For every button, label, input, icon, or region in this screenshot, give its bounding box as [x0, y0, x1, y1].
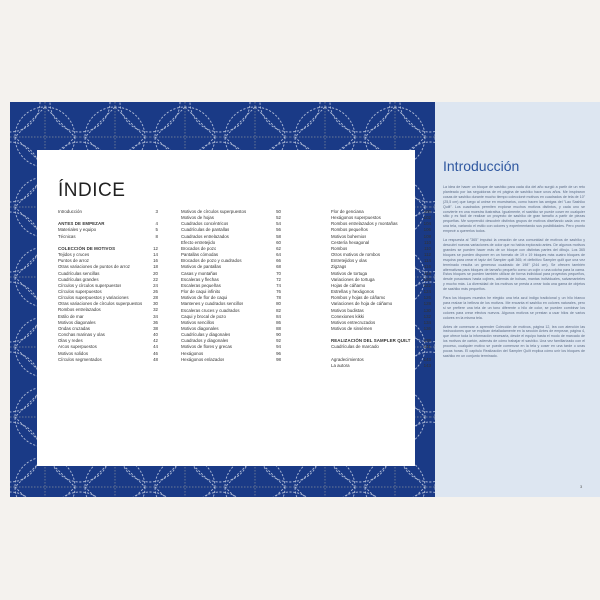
index-entry-page: 58 [276, 233, 281, 239]
index-entry-title: Cuadrículas sencillas [58, 270, 100, 276]
index-entry-title: Escaleras cruces y cuadrados [181, 307, 240, 313]
bottom-margin [0, 497, 600, 600]
index-entry-page: 16 [153, 258, 158, 264]
index-entry-title: Agradecimientos [331, 356, 364, 362]
index-entry-title: Rombos entrelazados y montañas [331, 221, 398, 227]
index-entry-title: Círculos superpuestos [58, 289, 102, 294]
index-entry-page: 108 [423, 233, 431, 239]
index-entry-title: Conchas marinas y olas [58, 332, 105, 338]
index-entry-title: Introducción [58, 209, 82, 214]
index-title: ÍNDICE [58, 180, 126, 201]
index-entry-page: 36 [153, 319, 158, 325]
index-entry-title: Variaciones de tortuga [331, 276, 375, 282]
index-entry-title: Hexágonos enlazados [181, 356, 225, 362]
index-entry-title: Motivos solidos [58, 350, 89, 356]
index-entry-title: Flor de caqui infinito [181, 289, 221, 295]
index-column-3 [331, 209, 431, 369]
index-entry-page: 3 [155, 209, 158, 214]
index-entry-page: 5 [155, 227, 158, 233]
index-entry-page: 56 [276, 227, 281, 233]
index-entry-title: Cuadrículas y diagonales [181, 332, 231, 338]
index-entry [58, 357, 158, 363]
index-entry-title: Conexiones kikki [331, 313, 364, 319]
index-entry-title: Puntos de arroz [58, 258, 89, 264]
index-entry-page: 4 [155, 221, 158, 227]
index-entry-page: 8 [155, 233, 158, 239]
index-entry-title: Olas y redes [58, 338, 83, 344]
index-entry-page: 112 [424, 252, 431, 258]
intro-body [443, 185, 585, 363]
index-entry-title: Ondas cruzadas [58, 325, 90, 331]
index-entry-title: Cuadrículas grandes [58, 276, 99, 282]
index-entry-title: Cestería hexagonal [331, 239, 370, 245]
index-entry-page: 66 [276, 258, 281, 264]
index-entry-page: 110 [424, 239, 431, 245]
index-entry-title: Tejidos y cruces [58, 252, 90, 258]
index-entry-title: Otros motivos de rombos [331, 252, 381, 258]
index-entry-title: Motivos de pantallas [181, 264, 222, 270]
index-entry-title: Motivos de hojas [181, 215, 214, 221]
index-entry-title: Motivos de tortuga [331, 270, 368, 276]
index-entry-page: 130 [423, 307, 431, 313]
index-column-1 [58, 209, 158, 363]
index-entry-title: Cuadrados concéntricos [181, 221, 229, 227]
index-entry-page: 82 [276, 307, 281, 313]
index-entry-page: 90 [276, 332, 281, 338]
index-entry-title: Zigzags [331, 264, 347, 270]
index-entry-title: Motivos budistas [331, 307, 364, 313]
index-entry-page: 42 [153, 338, 158, 344]
index-entry-page: 34 [153, 313, 158, 319]
index-entry-title: Motivos diagonales [58, 319, 96, 325]
index-entry-page: 28 [153, 295, 158, 301]
index-entry-title: Caqui y brocal de pozo [181, 313, 226, 319]
index-entry-title: Estilo de mar [58, 313, 84, 319]
index-column-2 [181, 209, 281, 363]
index-entry-page: 48 [153, 356, 158, 362]
index-entry-title: Arcos superpuestos [58, 344, 97, 350]
index-entry-page: 138 [423, 338, 431, 344]
index-entry-title: Cuadrículas de pantallas [181, 227, 230, 233]
index-entry-page: 14 [153, 252, 158, 258]
index-entry-title: La autora [331, 362, 350, 368]
intro-paragraph: Para los bloques muestra he elegido una tela azul índigo tradicional y un hilo blanco para realzar la belleza de los motivos. Me encanta el sashiko en colores naturales, pero si se prefiere una tela de un tono diferente o hilo de color, se pueden combinar los colores para crear efectos nuevos. Algunos motivos se prestan a usar hilos de varios colores en la misma tela. [443, 296, 585, 320]
index-entry-page: 88 [276, 325, 281, 331]
index-entry-page: 86 [276, 319, 281, 325]
index-entry-page: 60 [276, 239, 281, 245]
index-entry-title: Círculos y círculos superpuestos [58, 282, 122, 288]
index-entry-title: Entretejidos y olas [331, 258, 367, 264]
index-entry-page: 134 [423, 319, 431, 325]
index-entry-page: 141 [423, 344, 431, 350]
intro-title: Introducción [443, 158, 520, 174]
index-entry-page: 46 [153, 350, 158, 356]
index-entry-page: 44 [153, 344, 158, 350]
index-entry-page: 104 [423, 221, 431, 227]
index-entry-title: Efecto entretejido [181, 239, 216, 245]
index-entry-page: 54 [276, 221, 281, 227]
index-entry-page: 84 [276, 313, 281, 319]
index-entry-page: 98 [276, 356, 281, 362]
index-entry-title: Rombos y hojas de cáñamo [331, 295, 386, 301]
index-entry-page: 106 [423, 227, 431, 233]
index-entry-page: 78 [276, 295, 281, 301]
index-entry-page: 12 [153, 245, 158, 251]
index-entry-title: Otras variaciones de puntos de arroz [58, 264, 130, 270]
intro-paragraph: La respuesta al "365" impulsó la creación de una comunidad de motivos de sashiko y descubrí nuevas variaciones de color que no había explorado antes. De algunos motivos grandes se pueden hacer más de un bloque con distintas partes del dibujo. Los 365 bloques se pueden disponer en un formato de 19 x 19 bloques más cuatro bloques de esquina para crear el tapiz del Sampler quilt 365; el definitivo Sampler quilt que una vez terminado resulta un generoso cuadrado de 198" (244 cm). Se ofrecen también alternativas para bloques de tamaño pequeño como un cojín o una colcha para la cama. Estos bloques se pueden también utilizar de forma individual para proyectos pequeños, desde posavasos hasta cojines, además de bolsas, mantas individuales, salvamanteles y mucho más. La diversidad de los motivos se presta a crear toda una gama de objetos de sashiko más pequeños. [443, 238, 585, 292]
index-entry-page: 72 [276, 276, 281, 282]
index-entry-page: 50 [276, 209, 281, 214]
index-entry-page: 70 [276, 270, 281, 276]
index-entry-page: 124 [423, 289, 431, 295]
index-entry-page: 74 [276, 282, 281, 288]
index-entry-page: 64 [276, 252, 281, 258]
intro-paragraph: Antes de comenzar a aprender Colección de motivos, página 12, lea con atención las instrucciones que se explican detalladamente en la sección Antes de empezar, página 4, que ofrece toda la información necesaria, desde el equipo hasta el modo de marcado de los motivos de cartón, además de cómo trabajar el sashiko. Una vez familiarizado con el proceso, cualquier motivo se puede comenzar en la tela y coser en una tarde o unas pocas horas. El capítulo Realización del Sampler Quilt explica cómo unir los bloques de sashiko en un conjunto terminado. [443, 324, 585, 358]
index-entry-title: REALIZACIÓN DEL SAMPLER QUILT [331, 338, 411, 344]
index-entry-title: Hojas de cáñamo [331, 282, 366, 288]
index-entry-page: 26 [153, 289, 158, 294]
index-entry-title: Pantallas cómodas [181, 252, 219, 258]
index-entry-page: 132 [423, 313, 431, 319]
index-entry-title: Hexágonos [181, 350, 204, 356]
index-entry-page: 24 [153, 282, 158, 288]
index-entry-page: 116 [424, 264, 431, 270]
index-entry-page: 22 [153, 276, 158, 282]
index-entry-title: Otras variaciones de círculos superpuestos [58, 301, 143, 307]
index-entry-page: 110 [424, 245, 431, 251]
index-entry-page: 94 [276, 344, 281, 350]
index-entry-title: Estrellas y hexágonos [331, 289, 374, 295]
index-entry-title: Cuadrículas de marcado [331, 344, 379, 350]
index-entry-page: 38 [153, 325, 158, 331]
index-entry-page: 20 [153, 270, 158, 276]
index-entry-page: 102 [423, 215, 431, 221]
index-entry-title: Motivos sencillos [181, 319, 215, 325]
index-entry-page: 68 [276, 264, 281, 270]
top-margin [0, 0, 600, 102]
index-entry-page: 40 [153, 332, 158, 338]
intro-paragraph: La idea de hacer un bloque de sashiko para cada día del año surgió a partir de un reto planteado por las seguidoras de mi página de sashiko hace unos años. Me inspiraron cosas de sashiko durante mucho tiempo coleccioné motivos en cuadrados de tela de 10" (25,5 cm) que luego al unirse en muestrarios, como hacen las amigas del "Lao Sashiko Quilt". Los cuadrados permiten explorar muchos motivos distintos, y cada uno se convierte en una muestra ilustrativa. Igualmente, el sashiko se puede coser en cualquier sitio y es fácil de realizar un proyecto de sashiko de gran tamaño a partir de piezas pequeñas. Me sorprendió descubrir distintos grupos de motivos diseñando cada uno en una tela, variando el estilo con colores y experimentando sus posibilidades. Pero pronto empecé a quererlos todos. [443, 185, 585, 234]
index-entry-title: Rombos [331, 245, 348, 251]
index-entry-title: Brocados de pozo [181, 245, 217, 251]
index-entry-title: Hexágonos superpuestos [331, 215, 381, 221]
index-entry-page: 30 [153, 301, 158, 307]
index-entry-title: Rombos pequeños [331, 227, 368, 233]
index-entry-title: Cuadrados entrelazados [181, 233, 229, 239]
index-entry-title: Motivos de sinsémen [331, 325, 373, 331]
index-entry-page: 32 [153, 307, 158, 313]
index-entry-title: Motivos diagonales [181, 325, 219, 331]
index-entry-title: Motivos de flores y grecas [181, 344, 233, 350]
index-entry [181, 357, 281, 363]
page-number: 3 [580, 484, 583, 489]
index-entry-page: 80 [276, 301, 281, 307]
index-entry-page: 136 [423, 325, 431, 331]
index-entry-page: 120 [423, 276, 431, 282]
index-entry-title: Motivos de flor de caqui [181, 295, 228, 301]
index-entry-page: 122 [423, 282, 431, 288]
index-entry-page: 118 [424, 270, 431, 276]
index-entry-title: COLECCIÓN DE MOTIVOS [58, 245, 116, 251]
index-entry-page: 114 [424, 258, 431, 264]
index-entry-title: Rombos entrelazados [58, 307, 101, 313]
index-entry-title: Variaciones de hoja de cáñamo [331, 301, 393, 307]
index-entry-title: Círculos superpuestos y variaciones [58, 295, 129, 301]
index-entry [331, 363, 431, 369]
index-entry-title: Casas y montañas [181, 270, 218, 276]
index-entry-page: 52 [276, 215, 281, 221]
index-entry-title: Flor de genciana [331, 209, 364, 214]
index-entry-title: Técnicas [58, 233, 76, 239]
index-entry-title: Materiales y equipo [58, 227, 97, 233]
index-entry-page: 143 [423, 362, 431, 368]
index-entry-title: Cuadrados y diagonales [181, 338, 229, 344]
index-entry-title: Motivos de círculos superpuestos [181, 209, 247, 214]
index-entry-page: 100 [423, 209, 431, 214]
index-entry-page: 128 [423, 301, 431, 307]
index-entry-page: 92 [276, 338, 281, 344]
index-entry-title: Escaleras y flechas [181, 276, 219, 282]
index-entry-title: Brocados de pozo y cuadrados [181, 258, 242, 264]
index-entry-page: 62 [276, 245, 281, 251]
index-entry-title: Motivos bohemios [331, 233, 367, 239]
index-entry-page: 96 [276, 350, 281, 356]
index-entry-page: 126 [423, 295, 431, 301]
index-entry-page: 143 [423, 356, 431, 362]
index-entry-page: 18 [153, 264, 158, 270]
index-entry-title: Círculos segmentados [58, 356, 102, 362]
index-entry-title: Motivos entrecruzados [331, 319, 376, 325]
index-entry-page: 76 [276, 289, 281, 295]
index-entry-title: ANTES DE EMPEZAR [58, 221, 105, 227]
index-entry-title: Escaleras pequeñas [181, 282, 221, 288]
index-entry-title: Mantenes y cuadrados sencillos [181, 301, 244, 307]
